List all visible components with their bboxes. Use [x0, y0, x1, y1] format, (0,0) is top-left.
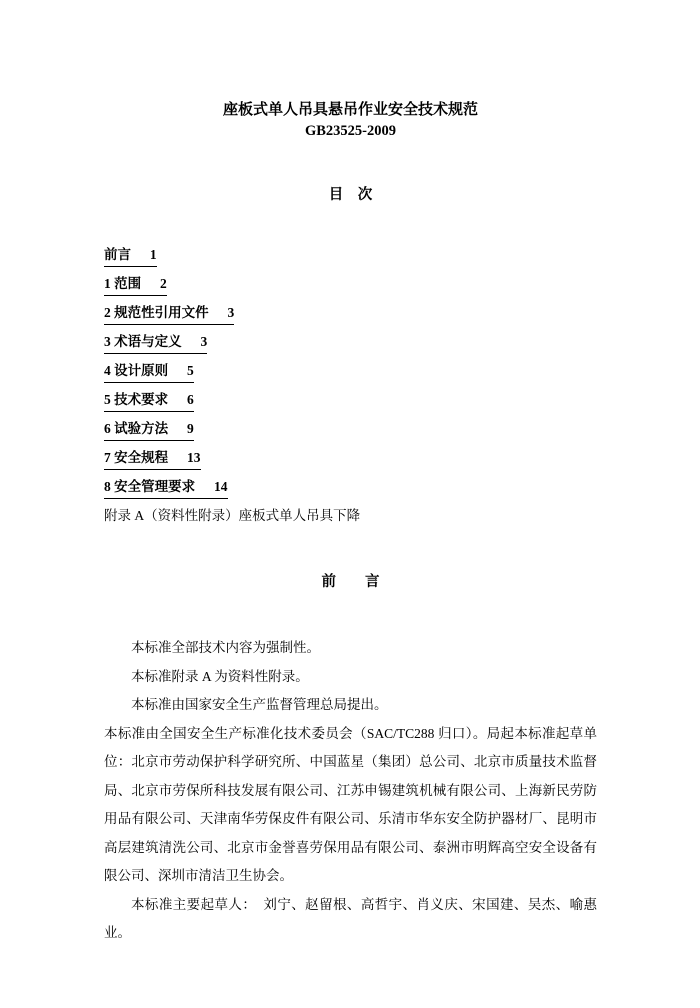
toc-entry-test-methods[interactable] [104, 419, 597, 441]
toc-appendix-entry: 附录 A（资料性附录）座板式单人吊具下降 [104, 508, 361, 523]
toc-entry-page: 3 [227, 305, 235, 320]
toc-entry-label: 4 设计原则 [104, 363, 169, 378]
toc-entry-foreword[interactable] [104, 245, 597, 267]
toc-entry-page: 6 [187, 392, 194, 407]
toc-heading: 目 次 [328, 187, 373, 203]
toc-entry-safety-management[interactable] [104, 477, 597, 499]
toc-entry-label: 2 规范性引用文件 [104, 305, 209, 320]
toc-entry-technical-requirements[interactable] [104, 390, 597, 412]
toc-entry-scope[interactable] [104, 274, 597, 296]
toc-entry-link[interactable] [104, 477, 228, 499]
toc-entry-label: 1 范围 [104, 276, 142, 291]
foreword-heading: 前 言 [321, 574, 380, 590]
toc-entry-page: 9 [187, 421, 194, 436]
toc-entry-label: 5 技术要求 [104, 392, 169, 407]
toc-entry-link[interactable] [104, 361, 194, 383]
foreword-paragraph: 本标准由国家安全生产监督管理总局提出。 [131, 697, 388, 712]
foreword-body [104, 634, 597, 948]
toc-entry-label: 3 术语与定义 [104, 334, 182, 349]
document-title: 座板式单人吊具悬吊作业安全技术规范 [222, 102, 478, 118]
toc-entry-link[interactable] [104, 303, 234, 325]
foreword-paragraph: 本标准附录 A 为资料性附录。 [131, 668, 309, 684]
toc-entry-page: 14 [214, 479, 228, 494]
foreword-paragraph-drafting-units: 本标准由全国安全生产标准化技术委员会（SAC/TC288 归口）。局起本标准起草单位：北京市劳动保护科学研究所、中国蓝星（集团）总公司、北京市质量技术监督局、北京市劳保所科技发展有限公司、江苏申锡建筑机械有限公司、上海新民劳防用品有限公司、天津南华劳保皮件有限公司、乐清市华东安全防护器材厂、昆明市高层建筑清洗公司、北京市金誉喜劳保用品有限公司、泰洲市明辉高空安全设备有限公司、深圳市清洁卫生协会。 [104, 725, 597, 883]
table-of-contents [104, 245, 597, 526]
toc-entry-label: 8 安全管理要求 [104, 479, 196, 494]
toc-entry-label: 6 试验方法 [104, 421, 169, 436]
toc-entry-label: 前言 [104, 247, 131, 262]
toc-entry-link[interactable] [104, 448, 201, 470]
toc-entry-design-principles[interactable] [104, 361, 597, 383]
toc-entry-link[interactable] [104, 390, 194, 412]
toc-entry-link[interactable] [104, 245, 157, 267]
foreword-paragraph: 本标准全部技术内容为强制性。 [131, 640, 320, 655]
toc-entry-link[interactable] [104, 274, 167, 296]
foreword-paragraph-drafters: 本标准主要起草人： 刘宁、赵留根、高哲宇、肖义庆、宋国建、吴杰、喻惠业。 [104, 896, 597, 940]
toc-entry-page: 3 [200, 334, 208, 349]
toc-entry-normative-references[interactable] [104, 303, 597, 325]
toc-entry-link[interactable] [104, 419, 194, 441]
toc-entry-label: 7 安全规程 [104, 450, 169, 465]
toc-entry-safety-rules[interactable] [104, 448, 597, 470]
toc-entry-page: 13 [187, 450, 201, 465]
standard-number: GB23525-2009 [304, 123, 397, 139]
toc-entry-link[interactable] [104, 332, 207, 354]
toc-entry-page: 5 [187, 363, 194, 378]
toc-entry-page: 1 [149, 247, 157, 262]
toc-entry-terms-definitions[interactable] [104, 332, 597, 354]
toc-entry-page: 2 [160, 276, 167, 291]
